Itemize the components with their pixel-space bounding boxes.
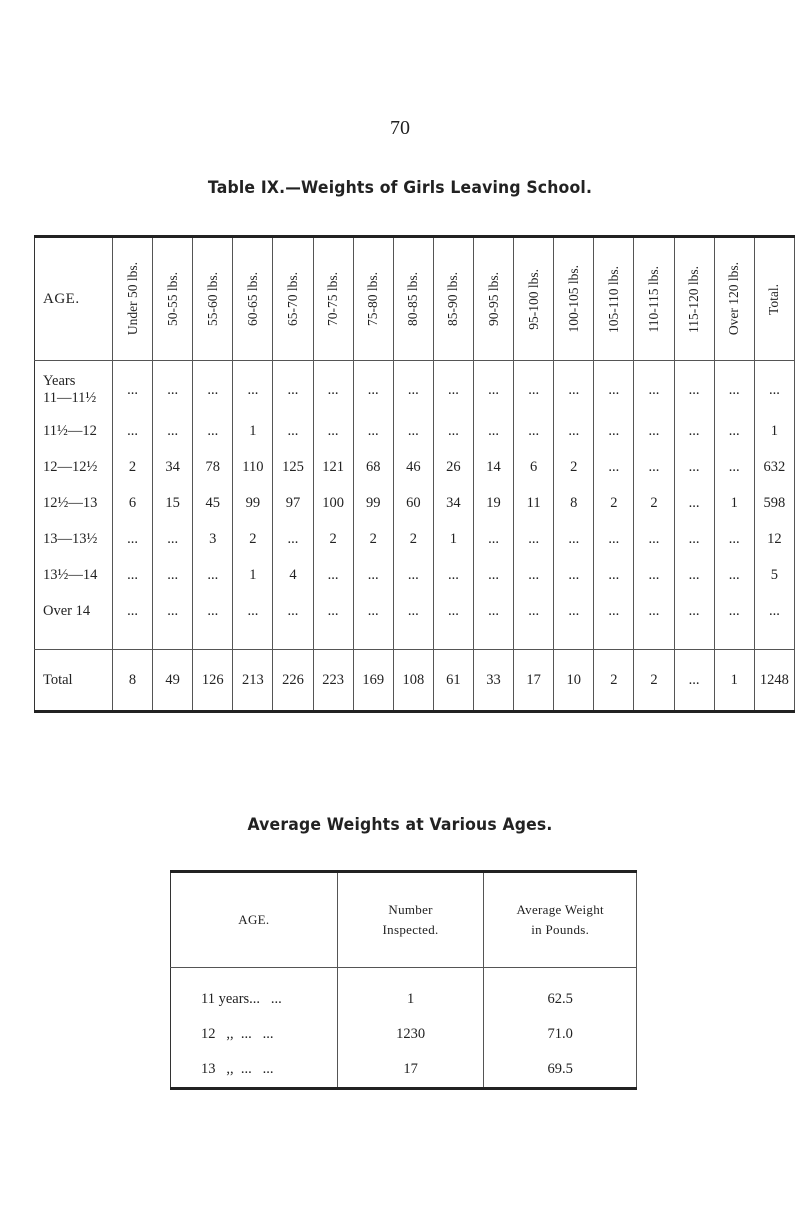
count-cell: ... [634,449,674,485]
count-cell: 8 [554,485,594,521]
avg-weight-cell: 69.5 [484,1052,637,1089]
weight-column-label: 110-115 lbs. [645,265,661,333]
table-header-row [35,237,795,361]
count-cell: ... [153,361,193,414]
count-cell: 68 [353,449,393,485]
count-cell: 78 [193,449,233,485]
count-cell: ... [233,593,273,650]
count-cell: ... [153,593,193,650]
count-cell: ... [313,557,353,593]
count-cell: ... [393,557,433,593]
count-cell: 1 [233,413,273,449]
count-cell: 121 [313,449,353,485]
age-range: 11½—12 [43,422,97,439]
count-cell: ... [353,413,393,449]
page-number: 70 [390,117,410,139]
weight-column-header [714,237,754,361]
count-cell: ... [433,593,473,650]
count-cell: ... [393,413,433,449]
weight-column-header [554,237,594,361]
count-cell: ... [473,521,513,557]
weight-column-header [594,237,634,361]
weight-column-label: 115-120 lbs. [686,265,702,333]
count-cell: ... [754,593,794,650]
age-range: 12—12½ [43,458,98,475]
total-cell: 126 [193,650,233,712]
age-range: 13½—14 [43,566,98,583]
total-cell: 226 [273,650,313,712]
count-cell: ... [273,361,313,414]
weight-column-header [393,237,433,361]
weight-column-label: 85-90 lbs. [445,272,461,326]
count-cell: ... [554,521,594,557]
count-cell: ... [714,521,754,557]
average-row [171,1017,637,1052]
count-cell: ... [554,557,594,593]
count-cell: ... [514,361,554,414]
count-cell: 598 [754,485,794,521]
total-cell: 10 [554,650,594,712]
count-cell: 1 [233,557,273,593]
count-cell: ... [754,361,794,414]
count-cell: ... [113,361,153,414]
weight-column-header [153,237,193,361]
count-cell: 19 [473,485,513,521]
count-cell: 11 [514,485,554,521]
age-range: Over 14 [43,602,91,619]
count-cell: 5 [754,557,794,593]
weight-column-header [514,237,554,361]
count-cell: ... [273,593,313,650]
count-cell: ... [714,593,754,650]
count-cell: ... [514,593,554,650]
count-cell: 46 [393,449,433,485]
count-cell: ... [473,413,513,449]
count-cell: ... [193,361,233,414]
table-ix-title: Table IX.—Weights of Girls Leaving School. [207,178,593,198]
total-cell: 49 [153,650,193,712]
count-cell: ... [473,593,513,650]
avg-number-cell: 1 [337,968,484,1018]
table-row [35,413,795,449]
total-cell: 8 [113,650,153,712]
weight-column-label: 50-55 lbs. [164,272,180,326]
average-weights-table [170,870,637,1090]
count-cell: ... [514,521,554,557]
weight-column-label: 70-75 lbs. [325,272,341,326]
age-range: 12½—13 [43,494,98,511]
count-cell: ... [353,361,393,414]
count-cell: ... [674,557,714,593]
weight-column-header [193,237,233,361]
count-cell: ... [353,557,393,593]
count-cell: ... [594,361,634,414]
count-cell: 125 [273,449,313,485]
weight-column-header [113,237,153,361]
count-cell: ... [634,593,674,650]
total-cell: 2 [634,650,674,712]
count-cell: 2 [594,485,634,521]
weight-column-header [674,237,714,361]
count-cell: ... [554,413,594,449]
count-cell: ... [313,413,353,449]
count-cell: ... [353,593,393,650]
count-cell: 4 [273,557,313,593]
weight-column-label: Under 50 lbs. [124,262,140,336]
total-cell: 1248 [754,650,794,712]
count-cell: 34 [433,485,473,521]
count-cell: 14 [473,449,513,485]
count-cell: 2 [634,485,674,521]
count-cell: ... [634,557,674,593]
age-cell [35,557,113,593]
total-cell: 61 [433,650,473,712]
avg-age-cell: 13 ,, ... ... [171,1052,338,1089]
count-cell: 1 [754,413,794,449]
weight-column-label: Over 120 lbs. [726,262,742,336]
count-cell: ... [113,521,153,557]
count-cell: ... [714,557,754,593]
count-cell: 2 [113,449,153,485]
age-cell [35,361,113,414]
count-cell: ... [273,413,313,449]
weight-column-label: 75-80 lbs. [365,272,381,326]
average-row [171,968,637,1018]
avg-weight-cell: 71.0 [484,1017,637,1052]
count-cell: ... [594,413,634,449]
weight-column-label: Total. [766,283,782,315]
count-cell: ... [594,557,634,593]
age-cell [35,593,113,650]
avg-age-cell: 11 years... ... [171,968,338,1018]
count-cell: 6 [113,485,153,521]
count-cell: 110 [233,449,273,485]
table-row [35,449,795,485]
avg-weight-cell: 62.5 [484,968,637,1018]
count-cell: ... [193,557,233,593]
count-cell: ... [233,361,273,414]
weight-column-label: 65-70 lbs. [284,272,300,326]
count-cell: ... [273,521,313,557]
count-cell: 100 [313,485,353,521]
total-cell: 108 [393,650,433,712]
count-cell: 12 [754,521,794,557]
weight-column-label: 100-105 lbs. [565,265,581,333]
table-row [35,521,795,557]
total-row [35,650,795,712]
count-cell: 632 [754,449,794,485]
avg-weight-header: Average Weight in Pounds. [484,872,637,968]
count-cell: 3 [193,521,233,557]
count-cell: 2 [393,521,433,557]
count-cell: ... [594,449,634,485]
count-cell: ... [113,557,153,593]
count-cell: 99 [353,485,393,521]
count-cell: ... [514,413,554,449]
average-row [171,1052,637,1089]
count-cell: ... [113,593,153,650]
count-cell: ... [433,361,473,414]
age-range: 11—11½ [43,390,97,406]
total-cell: 213 [233,650,273,712]
count-cell: ... [193,593,233,650]
total-label: Total [35,650,113,712]
count-cell: ... [594,521,634,557]
weight-column-header [233,237,273,361]
count-cell: ... [433,557,473,593]
count-cell: ... [113,413,153,449]
count-cell: ... [674,361,714,414]
age-cell [35,449,113,485]
table-row [35,485,795,521]
count-cell: ... [634,521,674,557]
count-cell: 1 [714,485,754,521]
count-cell: 2 [313,521,353,557]
avg-age-cell: 12 ,, ... ... [171,1017,338,1052]
age-column-header: AGE. [35,237,113,361]
weight-column-label: 60-65 lbs. [244,272,260,326]
avg-number-cell: 1230 [337,1017,484,1052]
weight-column-header [433,237,473,361]
count-cell: ... [674,449,714,485]
count-cell: ... [313,361,353,414]
count-cell: ... [393,361,433,414]
avg-number-cell: 17 [337,1052,484,1089]
average-table-title: Average Weights at Various Ages. [247,815,553,835]
count-cell: 97 [273,485,313,521]
count-cell: 99 [233,485,273,521]
total-cell: 17 [514,650,554,712]
count-cell: ... [393,593,433,650]
table-row [35,361,795,414]
total-cell: 169 [353,650,393,712]
count-cell: ... [594,593,634,650]
weight-column-header [353,237,393,361]
avg-number-header: Number Inspected. [337,872,484,968]
count-cell: ... [473,361,513,414]
count-cell: ... [634,413,674,449]
weight-column-header [313,237,353,361]
total-cell: 33 [473,650,513,712]
count-cell: ... [714,361,754,414]
count-cell: ... [433,413,473,449]
count-cell: ... [153,557,193,593]
count-cell: ... [153,413,193,449]
weight-column-header [473,237,513,361]
weight-column-header [754,237,794,361]
count-cell: ... [193,413,233,449]
count-cell: ... [714,449,754,485]
count-cell: ... [674,521,714,557]
average-header-row [171,872,637,968]
count-cell: ... [674,593,714,650]
weight-column-label: 55-60 lbs. [204,272,220,326]
count-cell: ... [514,557,554,593]
weight-column-label: 105-110 lbs. [605,265,621,333]
table-row [35,557,795,593]
count-cell: 60 [393,485,433,521]
count-cell: 45 [193,485,233,521]
age-cell [35,485,113,521]
weight-column-label: 90-95 lbs. [485,272,501,326]
weight-column-label: 95-100 lbs. [525,268,541,330]
age-range: 13—13½ [43,530,98,547]
count-cell: 2 [353,521,393,557]
count-cell: ... [674,485,714,521]
count-cell: ... [153,521,193,557]
count-cell: ... [554,361,594,414]
count-cell: ... [473,557,513,593]
count-cell: ... [554,593,594,650]
total-cell: ... [674,650,714,712]
count-cell: 2 [554,449,594,485]
total-cell: 223 [313,650,353,712]
count-cell: 15 [153,485,193,521]
weights-table [34,235,795,713]
avg-age-header: AGE. [171,872,338,968]
count-cell: 2 [233,521,273,557]
count-cell: ... [634,361,674,414]
count-cell: ... [714,413,754,449]
count-cell: 1 [433,521,473,557]
count-cell: ... [313,593,353,650]
years-label: Years [43,373,76,389]
count-cell: 6 [514,449,554,485]
table-row [35,593,795,650]
weight-column-header [273,237,313,361]
age-cell [35,413,113,449]
age-cell [35,521,113,557]
count-cell: 34 [153,449,193,485]
total-cell: 2 [594,650,634,712]
total-cell: 1 [714,650,754,712]
weight-column-header [634,237,674,361]
count-cell: 26 [433,449,473,485]
count-cell: ... [674,413,714,449]
weight-column-label: 80-85 lbs. [405,272,421,326]
